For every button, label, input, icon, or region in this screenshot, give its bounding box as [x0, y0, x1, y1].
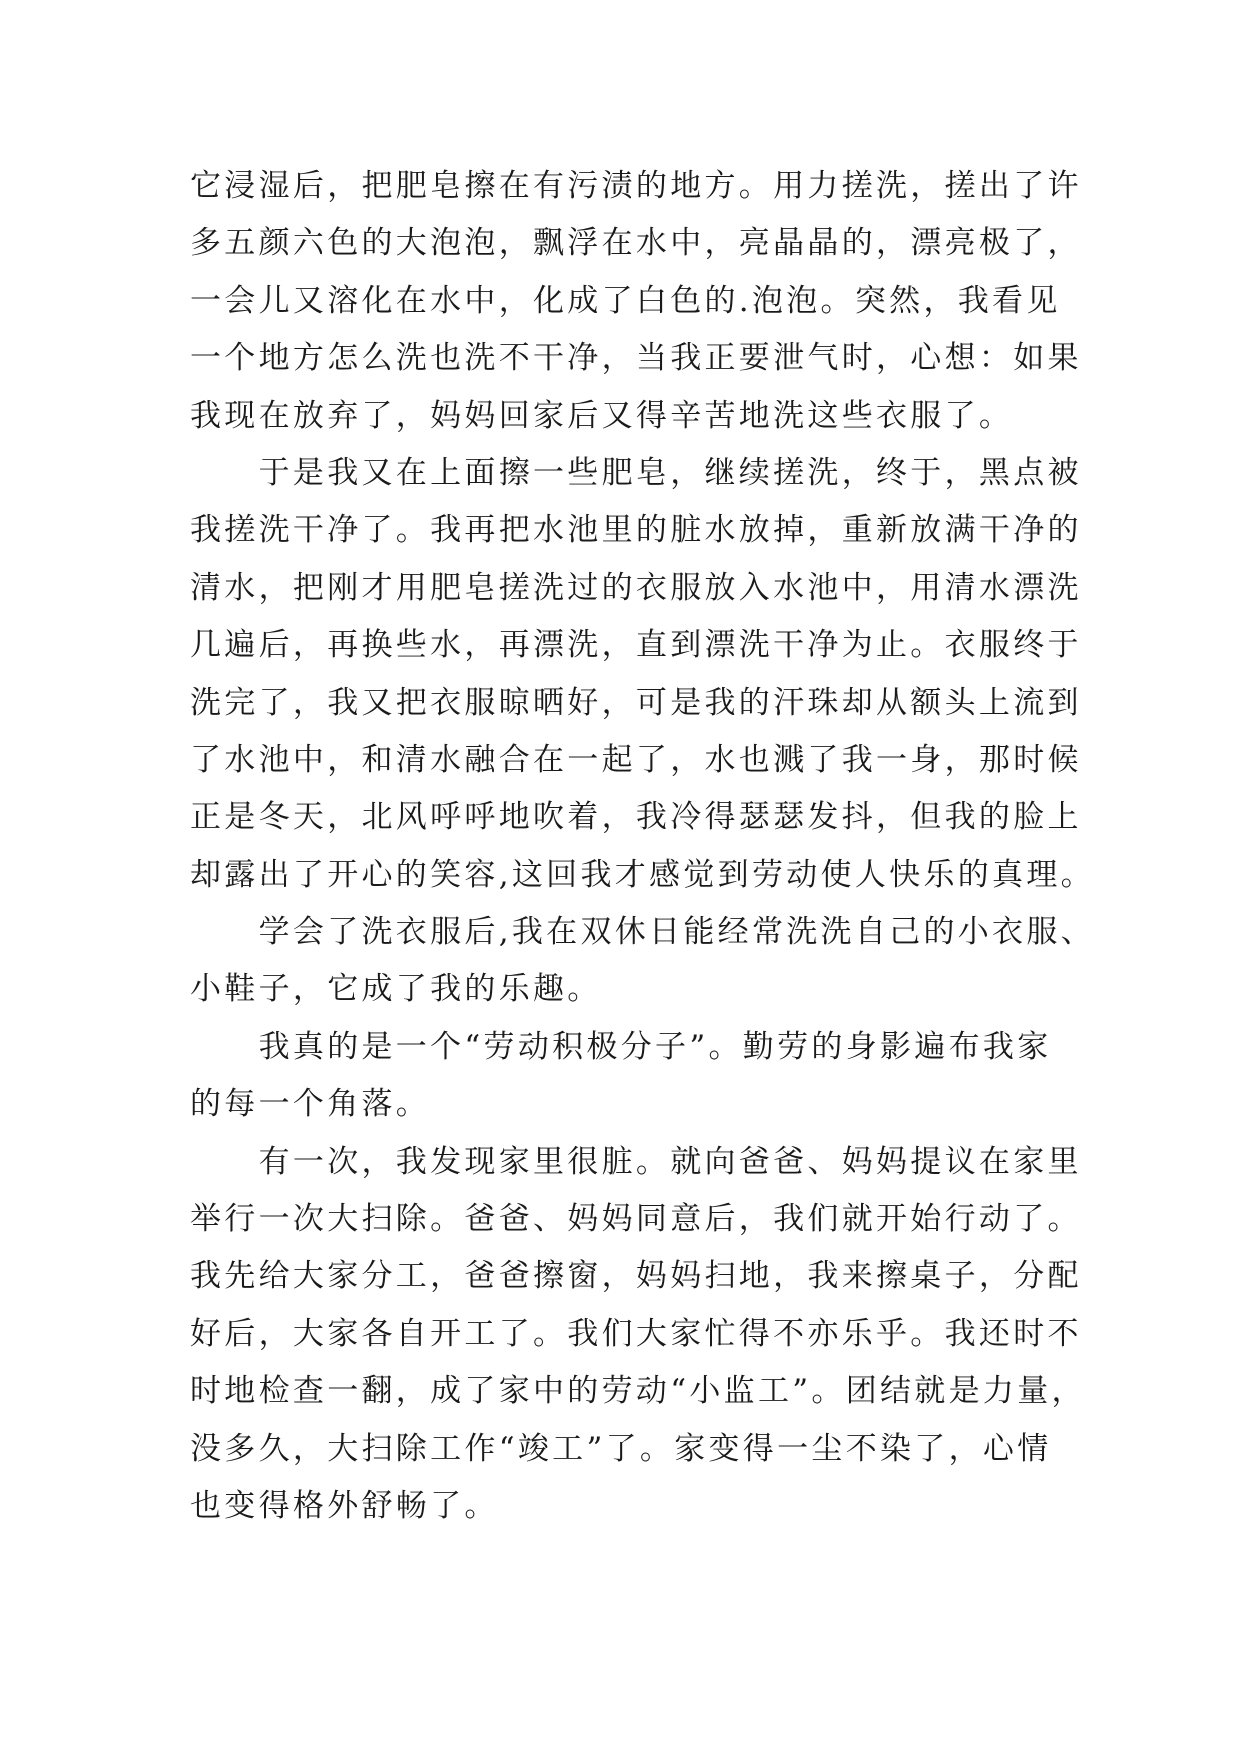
text-line: 一会儿又溶化在水中，化成了白色的.泡泡。突然，我看见: [190, 282, 1061, 319]
text-line: 的每一个角落。: [190, 1086, 431, 1123]
text-line: 我真的是一个“劳动积极分子”。勤劳的身影遍布我家: [190, 1028, 1052, 1065]
text-line: 好后，大家各自开工了。我们大家忙得不亦乐乎。我还时不: [190, 1315, 1082, 1352]
text-line: 却露出了开心的笑容,这回我才感觉到劳动使人快乐的真理。: [190, 856, 1095, 893]
text-line: 小鞋子，它成了我的乐趣。: [190, 971, 602, 1008]
text-line: 正是冬天，北风呼呼地吹着，我冷得瑟瑟发抖，但我的脸上: [190, 799, 1082, 836]
text-line: 举行一次大扫除。爸爸、妈妈同意后，我们就开始行动了。: [190, 1201, 1082, 1238]
text-line: 没多久，大扫除工作“竣工”了。家变得一尘不染了，心情: [190, 1430, 1052, 1467]
text-line: 洗完了，我又把衣服晾晒好，可是我的汗珠却从额头上流到: [190, 684, 1082, 721]
text-line: 有一次，我发现家里很脏。就向爸爸、妈妈提议在家里: [190, 1143, 1082, 1180]
text-line: 多五颜六色的大泡泡，飘浮在水中，亮晶晶的，漂亮极了，: [190, 225, 1082, 262]
text-line: 我现在放弃了，妈妈回家后又得辛苦地洗这些衣服了。: [190, 397, 1014, 434]
text-line: 清水，把刚才用肥皂搓洗过的衣服放入水池中，用清水漂洗: [190, 569, 1082, 606]
text-line: 一个地方怎么洗也洗不干净，当我正要泄气时，心想：如果: [190, 340, 1082, 377]
text-line: 于是我又在上面擦一些肥皂，继续搓洗，终于，黑点被: [190, 454, 1082, 491]
text-line: 几遍后，再换些水，再漂洗，直到漂洗干净为止。衣服终于: [190, 627, 1082, 664]
text-line: 它浸湿后，把肥皂擦在有污渍的地方。用力搓洗，搓出了许: [190, 168, 1082, 204]
text-line: 学会了洗衣服后,我在双休日能经常洗洗自己的小衣服、: [190, 914, 1095, 951]
text-line: 我先给大家分工，爸爸擦窗，妈妈扫地，我来擦桌子，分配: [190, 1258, 1082, 1295]
text-line: 了水池中，和清水融合在一起了，水也溅了我一身，那时候: [190, 741, 1082, 778]
text-line: 时地检查一翻，成了家中的劳动“小监工”。团结就是力量，: [190, 1373, 1086, 1410]
body-text: [190, 158, 1095, 1535]
text-line: 我搓洗干净了。我再把水池里的脏水放掉，重新放满干净的: [190, 512, 1082, 549]
text-line: 也变得格外舒畅了。: [190, 1487, 499, 1524]
